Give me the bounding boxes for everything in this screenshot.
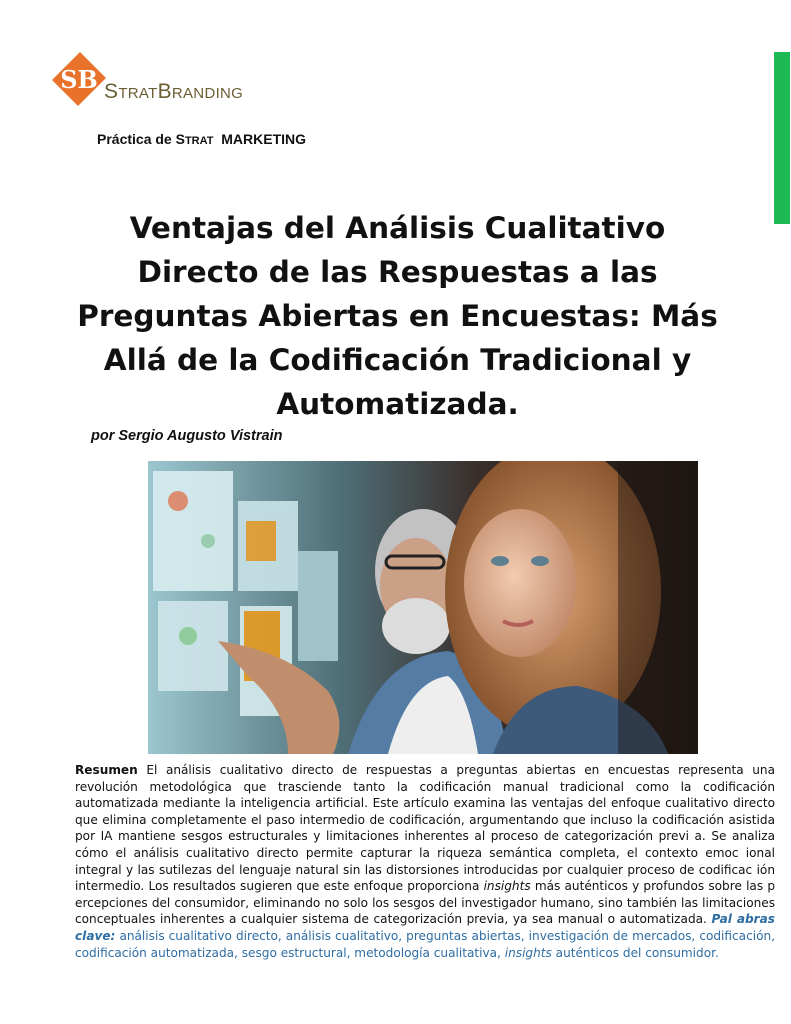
author-byline: por Sergio Augusto Vistrain <box>91 428 283 444</box>
title-line: Preguntas Abiertas en Encuestas: Más <box>77 299 718 333</box>
accent-bar <box>774 52 790 224</box>
keywords-list: análisis cualitativo directo, análisis cualitativo, preguntas abiertas, investigación de mercados, codificación, codificación automatizada, sesgo estructural, metodología cualitativa, <box>75 928 775 960</box>
logo-mark-text: SB <box>60 65 98 94</box>
hero-photo <box>148 461 698 754</box>
keywords-label: Pal abras clave: <box>75 912 775 943</box>
stratbranding-logo <box>50 50 250 110</box>
practice-header: Práctica de STRAT MARKETING <box>97 131 307 147</box>
abstract-label: Resumen <box>75 763 138 777</box>
title-line: Allá de la Codificación Tradicional y <box>103 343 692 377</box>
title-line: Directo de las Respuestas a las <box>137 255 658 289</box>
logo-brand-text: STRATBRANDING <box>104 80 244 103</box>
sb-logo-mark <box>50 50 108 108</box>
article-title <box>70 206 725 426</box>
title-line: Ventajas del Análisis Cualitativo <box>129 211 666 245</box>
title-line: Automatizada. <box>276 387 519 421</box>
abstract-paragraph: Resumen El análisis cualitativo directo de respuestas a preguntas abiertas en encuestas representa una revolución metodológica que trasciende tanto la codificación manual tradicional como la codificación automatizada mediante la inteligencia artificial. Este artículo examina las ventajas del enfoque cualitativo directo que elimina completamente el paso intermedio de codificación, argumentando que incluso la codificación asistida por IA mantiene sesgos estructurales y limitaciones inherentes al proceso de categorización previ a. Se analiza cómo el análisis cualitativo directo permite capturar la riqueza semántica completa, el contexto emoc ional integral y las sutilezas del lenguaje natural sin las distorsiones introducidas por cualquier proceso de codificac ión intermedio. Los resultados sugieren que este enfoque proporciona insights más auténticos y profundos sobre las p ercepciones del consumidor, eliminando no solo los sesgos del investigador humano, sino también las limitaciones conceptuales inherentes a cualquier sistema de categorización previa, ya sea manual o automatizada. Pal abras clave: análisis cualitativo directo, análisis cualitativo, preguntas abiertas, investigación de mercados, codificación, codificación automatizada, sesgo estructural, metodología cualitativa, insights auténticos del consumidor. <box>75 763 776 960</box>
